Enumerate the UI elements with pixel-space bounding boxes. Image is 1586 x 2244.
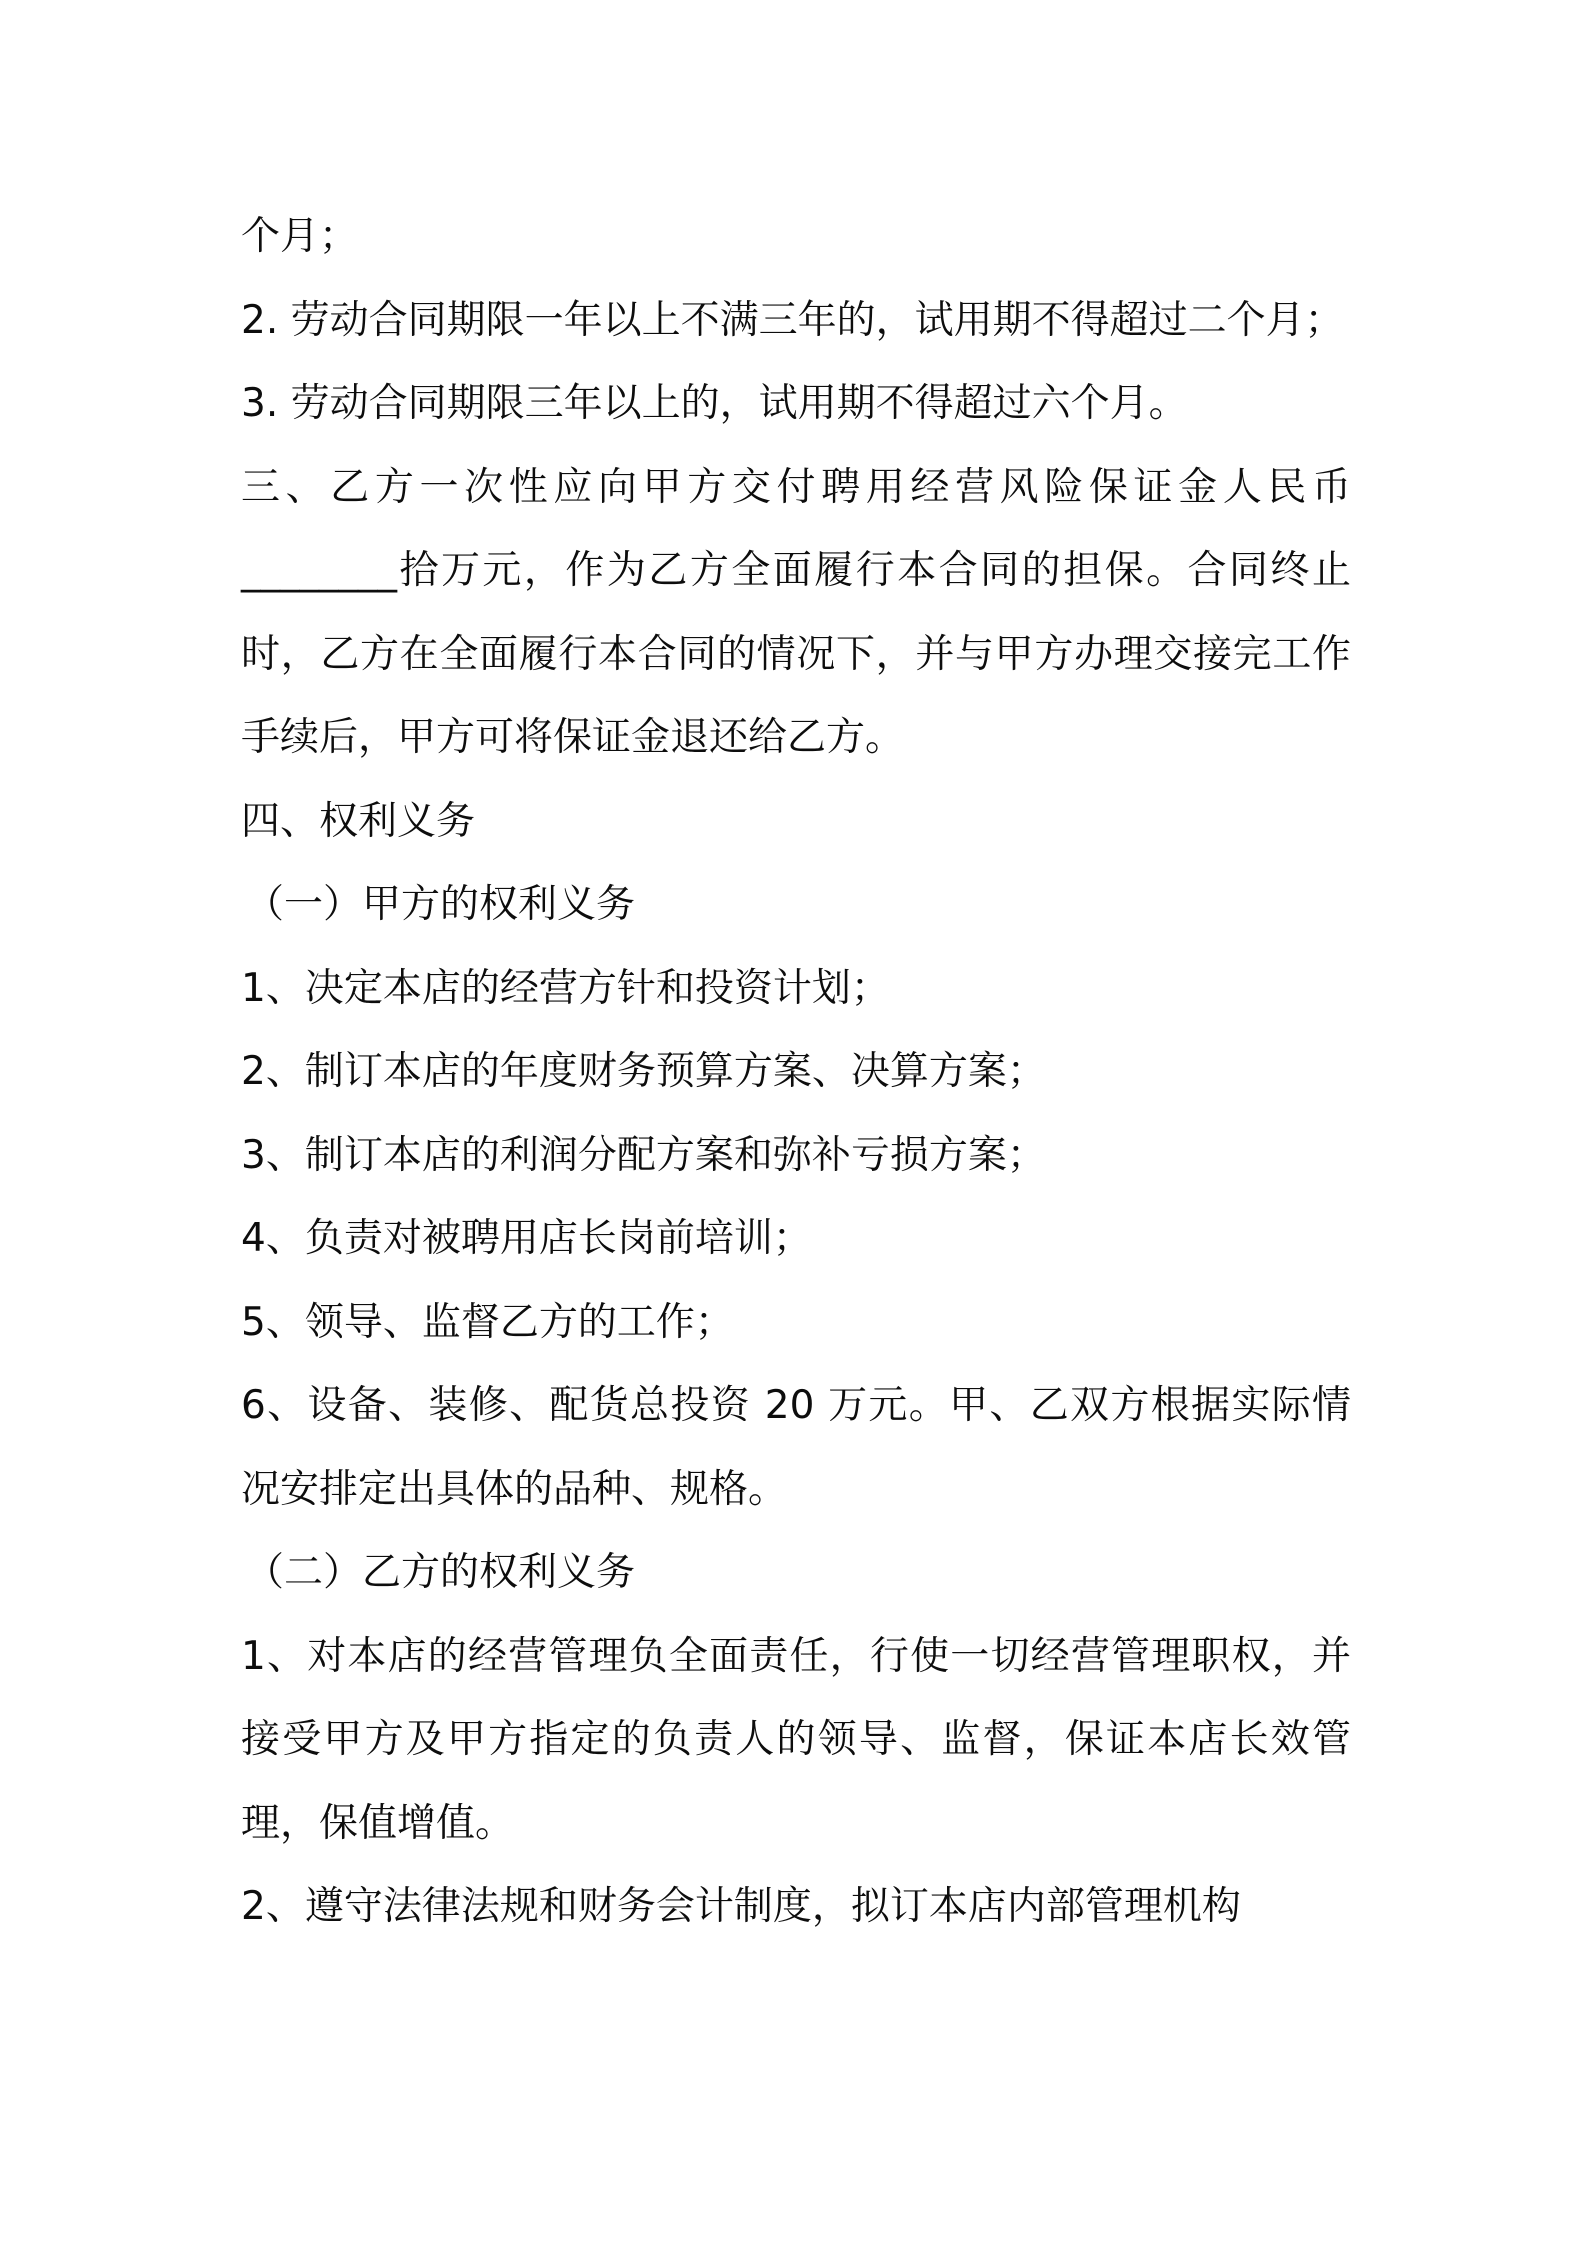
- party-a-item-1: 1、决定本店的经营方针和投资计划；: [241, 965, 890, 1011]
- paragraph-section-3-deposit: 三、乙方一次性应向甲方交付聘用经营风险保证金人民币________拾万元，作为乙方全面履行本合同的担保。合同终止时，乙方在全面履行本合同的情况下，并与甲方办理交接完工作手续后，甲方可将保证金退还给乙方。: [241, 464, 1351, 760]
- party-a-item-2: 2、制订本店的年度财务预算方案、决算方案；: [241, 1049, 1046, 1094]
- party-b-item-2: 2、遵守法律法规和财务会计制度，拟订本店内部管理机构: [241, 1884, 1241, 1929]
- section-heading-rights-obligations: 四、权利义务: [241, 798, 476, 844]
- paragraph-probation-tail: 个月；: [241, 214, 359, 259]
- party-a-item-6: 6、设备、装修、配货总投资 20 万元。甲、乙双方根据实际情况安排定出具体的品种、规格。: [241, 1383, 1351, 1512]
- document-body: [241, 195, 1351, 1949]
- subheading-party-b: （二）乙方的权利义务: [245, 1550, 636, 1595]
- party-a-item-5: 5、领导、监督乙方的工作；: [241, 1299, 734, 1345]
- party-a-item-4: 4、负责对被聘用店长岗前培训；: [241, 1216, 812, 1261]
- paragraph-probation-item-3: 3. 劳动合同期限三年以上的，试用期不得超过六个月。: [241, 381, 1188, 426]
- party-a-item-3: 3、制订本店的利润分配方案和弥补亏损方案；: [241, 1132, 1046, 1178]
- party-b-item-1: 1、对本店的经营管理负全面责任，行使一切经营管理职权，并接受甲方及甲方指定的负责人的领导、监督，保证本店长效管理，保值增值。: [241, 1633, 1351, 1846]
- subheading-party-a: （一）甲方的权利义务: [245, 882, 636, 927]
- paragraph-probation-item-2: 2. 劳动合同期限一年以上不满三年的，试用期不得超过二个月；: [241, 297, 1344, 343]
